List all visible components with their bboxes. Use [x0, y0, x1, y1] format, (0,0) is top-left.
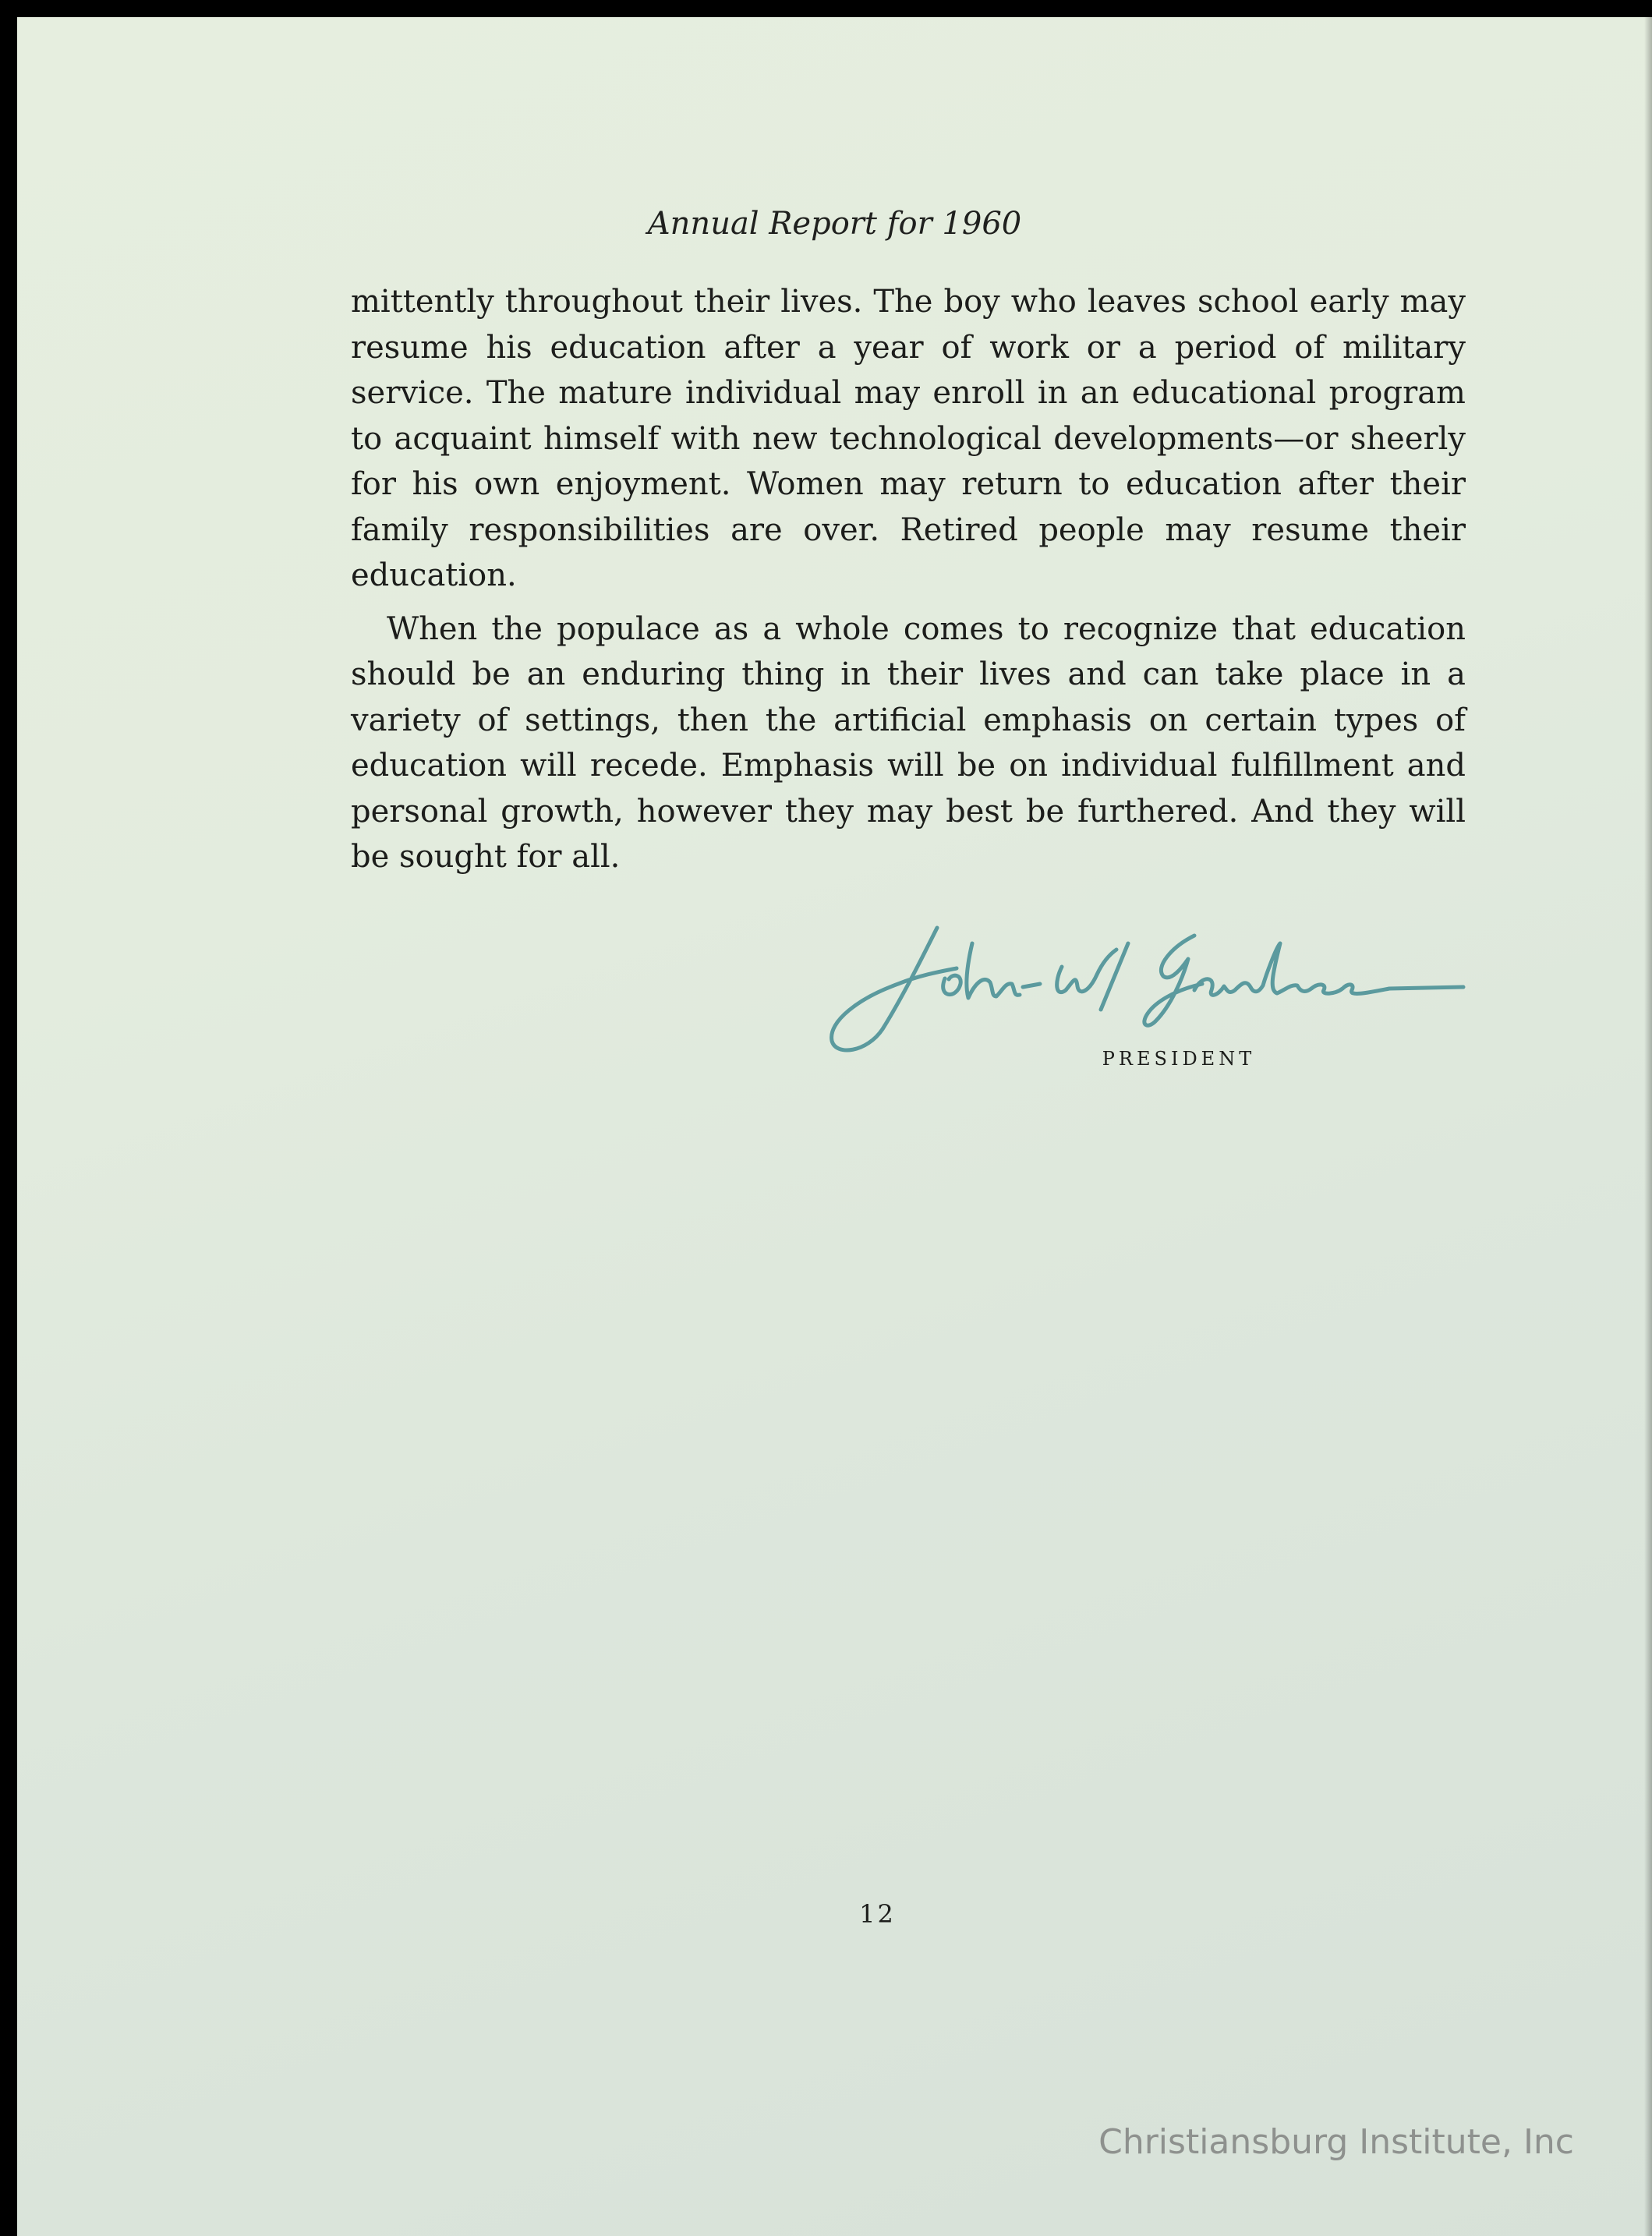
page-edge-shadow — [1644, 17, 1652, 2236]
body-text — [351, 279, 1466, 880]
signature-stroke-dash — [1023, 984, 1040, 987]
signature-stroke-j — [832, 928, 957, 1050]
signatory-title: PRESIDENT — [1102, 1048, 1256, 1070]
handwritten-signature — [828, 912, 1467, 1060]
signature-stroke-g — [1144, 936, 1202, 1025]
page-number: 12 — [859, 1899, 896, 1929]
archive-watermark: Christiansburg Institute, Inc — [1098, 2122, 1574, 2162]
paragraph-2: When the populace as a whole comes to recognize that education should be an enduring thing in their lives and can take place in a variety of settings, then the artificial emphasis on certain types of education will recede. Emphasis will be on individual fulfillment and personal growth, however they may best be furthered. And they will be sought for all. — [351, 610, 1466, 875]
signature-stroke-ardner — [1194, 943, 1463, 995]
running-header: Annual Report for 1960 — [647, 206, 1022, 242]
paragraph-1: mittently throughout their lives. The boy who leaves school early may resume his education after a year of work or a period of military service. The mature individual may enroll in an educational program to acquaint himself with new technological developments—or sheerly for his own enjoyment. Women may return to education after their family responsibilities are over. Retired people may resume their education. — [351, 284, 1466, 593]
signature-stroke-w — [1057, 950, 1116, 992]
document-page — [17, 17, 1652, 2236]
